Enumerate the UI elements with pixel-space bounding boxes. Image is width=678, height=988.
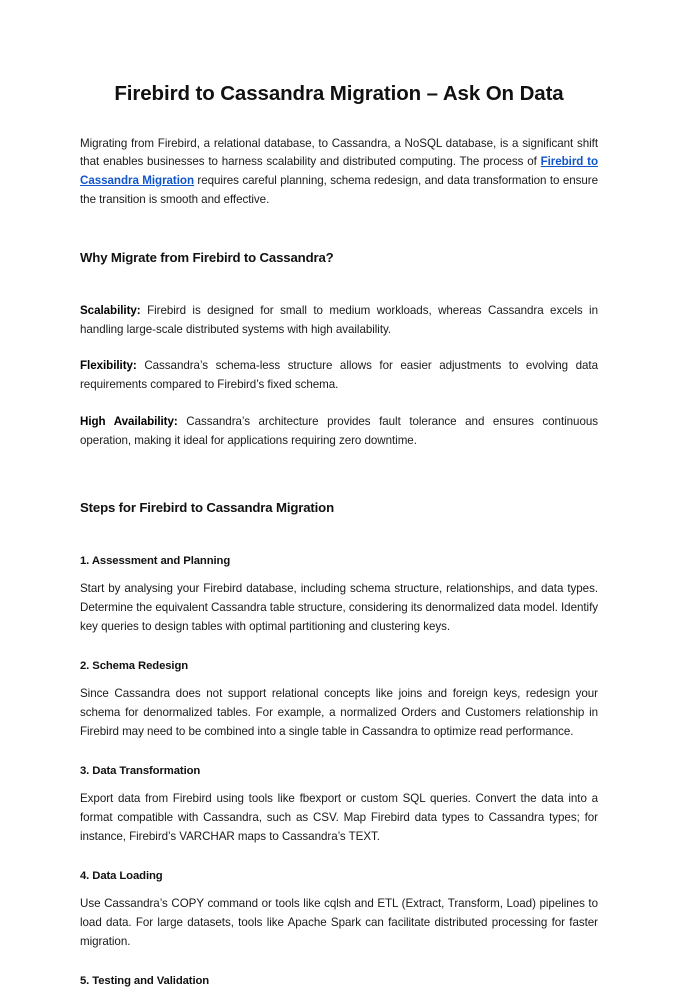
feature-high-availability-label: High Availability: (80, 415, 178, 428)
step-heading-data-transformation: 3. Data Transformation (80, 764, 201, 777)
step-body-data-loading: Use Cassandra’s COPY command or tools like cqlsh and ETL (Extract, Transform, Load) pipelines to load data. For large datasets, tools like Apache Spark can facilitate distributed processing for faster migration. (80, 897, 598, 948)
firebird-to-cassandra-migration-link[interactable]: Firebird to Cassandra Migration (80, 155, 598, 188)
feature-flexibility-label: Flexibility: (80, 359, 137, 373)
feature-flexibility-body: Cassandra’s schema-less structure allows for easier adjustments to evolving data requirements compared to Firebird’s fixed schema. (80, 359, 598, 392)
feature-high-availability-body: Cassandra’s architecture provides fault tolerance and ensures continuous operation, making it ideal for applications requiring zero downtime. (80, 415, 598, 447)
intro-text-after-link: requires careful planning, schema redesign, and data transformation to ensure the transition is smooth and effective. (80, 174, 598, 206)
section-heading-steps: Steps for Firebird to Cassandra Migration (80, 499, 334, 515)
feature-flexibility (80, 357, 598, 395)
feature-high-availability (80, 413, 598, 451)
step-body-schema-redesign: Since Cassandra does not support relational concepts like joins and foreign keys, redesign your schema for denormalized tables. For example, a normalized Orders and Customers relationship in Firebird may need to be combined into a single table in Cassandra to optimize read performance. (80, 687, 598, 738)
intro-paragraph (80, 135, 598, 210)
step-heading-testing-and-validation: 5. Testing and Validation (80, 974, 210, 987)
step-body-data-transformation: Export data from Firebird using tools like fbexport or custom SQL queries. Convert the data into a format compatible with Cassandra, such as CSV. Map Firebird data types to Cassandra types; for instance, Firebird’s VARCHAR maps to Cassandra’s TEXT. (80, 792, 598, 843)
feature-scalability (80, 302, 598, 340)
step-heading-schema-redesign: 2. Schema Redesign (80, 659, 189, 672)
feature-scalability-label: Scalability: (80, 303, 141, 317)
step-body-assessment-and-planning: Start by analysing your Firebird database, including schema structure, relationships, and data types. Determine the equivalent Cassandra table structure, considering its denormalized data model. Identify key queries to design tables with optimal partitioning and clustering keys. (80, 582, 598, 633)
feature-scalability-body: Firebird is designed for small to medium workloads, whereas Cassandra excels in handling large-scale distributed systems with high availability. (80, 303, 598, 336)
page-title: Firebird to Cassandra Migration – Ask On Data (114, 82, 564, 105)
step-heading-assessment-and-planning: 1. Assessment and Planning (80, 554, 231, 567)
section-heading-why-migrate: Why Migrate from Firebird to Cassandra? (80, 249, 334, 265)
intro-text-before-link: Migrating from Firebird, a relational database, to Cassandra, a NoSQL database, is a significant shift that enables businesses to harness scalability and distributed computing. The process of (80, 136, 598, 169)
document-content (80, 0, 598, 988)
step-heading-data-loading: 4. Data Loading (80, 869, 163, 882)
